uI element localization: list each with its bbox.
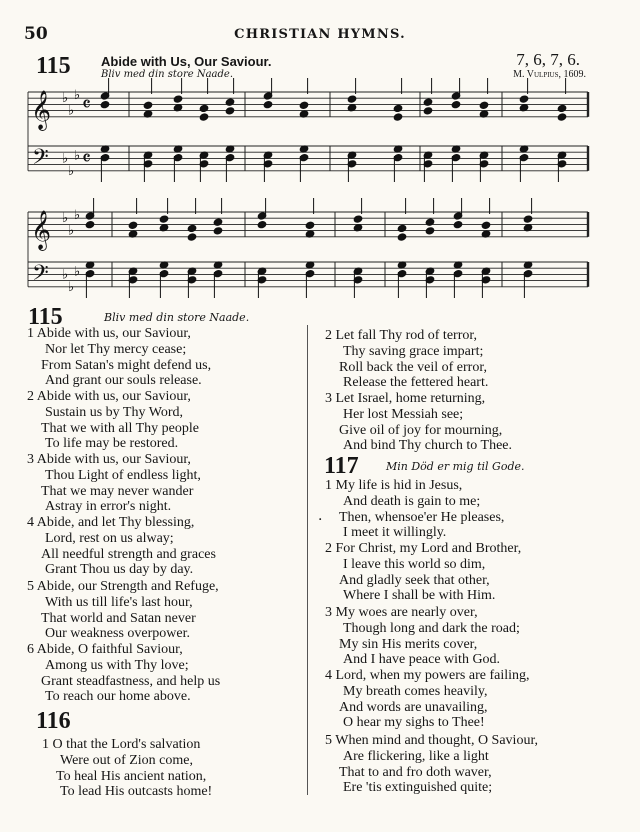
verse-line: That world and Satan never — [41, 610, 196, 626]
hymn117-original-title: Min Död er mig til Gode. — [386, 460, 525, 473]
hymn115-verse-3 — [27, 452, 201, 515]
verse-line: 4 Abide, and let Thy blessing, — [27, 515, 195, 530]
verse-line: 3 My woes are nearly over, — [325, 605, 478, 620]
verse-line: All needful strength and graces — [41, 546, 216, 562]
hymn115-number: 115 — [28, 304, 63, 330]
verse-line: To lead His outcasts home! — [60, 784, 213, 800]
verse-line: Roll back the veil of error, — [339, 359, 487, 375]
tune-meter: 7, 6, 7, 6. — [516, 50, 580, 69]
note-head — [347, 95, 357, 103]
verse-line: Are flickering, like a light — [343, 748, 489, 764]
note-head — [481, 221, 491, 229]
verse-line: 6 Abide, O faithful Saviour, — [27, 642, 183, 657]
verse-line: And I have peace with God. — [343, 652, 501, 668]
note-head — [353, 215, 363, 223]
note-head — [397, 233, 407, 241]
note-head — [425, 227, 435, 235]
note-head — [187, 233, 197, 241]
verse-line: O hear my sighs to Thee! — [343, 715, 485, 731]
note-head — [305, 221, 315, 229]
flat-icon: ♭ — [74, 148, 81, 164]
flat-icon: ♭ — [68, 279, 75, 295]
note-head — [451, 100, 461, 108]
note-head — [225, 107, 235, 115]
verse-line: Were out of Zion come, — [60, 752, 193, 768]
bass-clef-icon: 𝄢 — [32, 145, 49, 175]
note-head — [519, 95, 529, 103]
tune-number: 115 — [36, 53, 71, 79]
hymn115-verse-2 — [27, 389, 199, 452]
hymn116-verse-3 — [325, 391, 512, 454]
verse-line: 1 Abide with us, our Saviour, — [27, 326, 191, 341]
verse-line: Among us with Thy love; — [45, 657, 189, 673]
verse-line: That we may never wander — [41, 483, 194, 499]
verse-line: 4 Lord, when my powers are failing, — [325, 668, 530, 683]
treble-clef-icon: 𝄞 — [31, 210, 52, 250]
verse-line: That to and fro doth waver, — [339, 764, 492, 780]
treble-clef-icon: 𝄞 — [31, 90, 52, 130]
verse-line: Then, whensoe'er He pleases, — [339, 509, 505, 525]
tune-composer: M. Vulpius, 1609. — [513, 69, 586, 80]
note-head — [557, 104, 567, 112]
hymn117-verse-2 — [325, 541, 521, 604]
flat-icon: ♭ — [68, 223, 75, 239]
verse-line: Her lost Messiah see; — [343, 406, 464, 422]
verse-line: Astray in error's night. — [45, 499, 172, 515]
note-head — [299, 101, 309, 109]
flat-icon: ♭ — [62, 151, 69, 167]
note-head — [143, 101, 153, 109]
verse-line: Sustain us by Thy Word, — [45, 404, 183, 420]
verse-line: I leave this world so dim, — [343, 556, 486, 572]
verse-line: Give oil of joy for mourning, — [339, 422, 503, 438]
verse-line: And grant our souls release. — [45, 373, 202, 389]
flat-icon: ♭ — [62, 211, 69, 227]
note-head — [213, 218, 223, 226]
time-signature-icon: 𝄴 — [82, 92, 91, 116]
note-head — [523, 215, 533, 223]
verse-line: Our weakness overpower. — [45, 626, 191, 642]
note-head — [85, 220, 95, 228]
verse-line: 2 Let fall Thy rod of terror, — [325, 328, 477, 343]
verse-line: Release the fettered heart. — [343, 375, 489, 391]
time-signature-icon: 𝄴 — [82, 146, 91, 170]
hymn117-verse-3 — [325, 605, 520, 668]
note-head — [257, 220, 267, 228]
verse-line: 3 Abide with us, our Saviour, — [27, 452, 191, 467]
verse-line: My sin His merits cover, — [339, 636, 478, 652]
hymn116-verse-1 — [42, 737, 212, 800]
note-head — [425, 218, 435, 226]
hymn115-verse-1 — [27, 326, 211, 389]
hymn117-number: 117 — [324, 453, 359, 479]
hymn116-verse-2 — [325, 328, 488, 391]
note-head — [393, 104, 403, 112]
verse-line: Grant Thou us day by day. — [45, 562, 194, 578]
note-head — [173, 95, 183, 103]
column-divider — [307, 325, 308, 795]
verse-line: To life may be restored. — [45, 436, 179, 452]
flat-icon: ♭ — [74, 264, 81, 280]
note-head — [263, 100, 273, 108]
note-head — [423, 98, 433, 106]
verse-line: And gladly seek that other, — [339, 572, 490, 588]
flat-icon: ♭ — [74, 88, 81, 104]
flat-icon: ♭ — [68, 103, 75, 119]
note-head — [159, 215, 169, 223]
hymn115-verse-4 — [27, 515, 216, 578]
page-number: 50 — [24, 24, 48, 44]
verse-line: And death is gain to me; — [343, 493, 481, 509]
hymn117-verse-4 — [325, 668, 530, 731]
verse-line: 5 When mind and thought, O Saviour, — [325, 733, 539, 748]
note-head — [199, 113, 209, 121]
verse-line: 2 For Christ, my Lord and Brother, — [325, 541, 522, 556]
note-head — [213, 227, 223, 235]
stray-dot: · — [318, 512, 323, 528]
verse-line: 2 Abide with us, our Saviour, — [27, 389, 191, 404]
verse-line: From Satan's might defend us, — [41, 357, 212, 373]
note-head — [199, 104, 209, 112]
verse-line: I meet it willingly. — [343, 525, 447, 541]
hymn115-original-title: Bliv med din store Naade. — [104, 311, 250, 324]
verse-line: Though long and dark the road; — [343, 620, 520, 636]
note-head — [397, 224, 407, 232]
verse-line: To reach our home above. — [45, 689, 191, 705]
verse-line: Grant steadfastness, and help us — [41, 673, 221, 689]
verse-line: Nor let Thy mercy cease; — [45, 341, 187, 357]
verse-line: Lord, rest on us alway; — [45, 530, 174, 546]
hymn116-number: 116 — [36, 708, 71, 734]
bass-clef-icon: 𝄢 — [32, 261, 49, 291]
verse-line: Thy saving grace impart; — [343, 343, 484, 359]
note-head — [100, 100, 110, 108]
hymn117-verse-1 — [325, 478, 504, 541]
flat-icon: ♭ — [74, 208, 81, 224]
verse-line: And words are unavailing, — [339, 699, 488, 715]
flat-icon: ♭ — [62, 91, 69, 107]
verse-line: 3 Let Israel, home returning, — [325, 391, 486, 406]
verse-line: 1 My life is hid in Jesus, — [325, 478, 463, 493]
verse-line: 5 Abide, our Strength and Refuge, — [27, 579, 219, 594]
verse-line: Thou Light of endless light, — [45, 467, 201, 483]
hymn115-verse-5 — [27, 579, 219, 642]
note-head — [187, 224, 197, 232]
verse-line: With us till life's last hour, — [45, 594, 193, 610]
note-head — [557, 113, 567, 121]
note-head — [128, 221, 138, 229]
note-head — [393, 113, 403, 121]
verse-line: Ere 'tis extinguished quite; — [343, 780, 493, 796]
hymn115-verse-6 — [27, 642, 220, 705]
flat-icon: ♭ — [68, 163, 75, 179]
verse-line: 1 O that the Lord's salvation — [42, 737, 201, 752]
note-head — [225, 98, 235, 106]
verse-line: Where I shall be with Him. — [343, 588, 496, 604]
music-notation — [0, 0, 640, 320]
verse-line: That we with all Thy people — [41, 420, 199, 436]
note-head — [423, 107, 433, 115]
verse-line: My breath comes heavily, — [343, 683, 488, 699]
hymn117-verse-5 — [325, 733, 538, 796]
note-head — [479, 101, 489, 109]
verse-line: And bind Thy church to Thee. — [343, 438, 513, 454]
tune-subtitle: Bliv med din store Naade. — [101, 69, 233, 80]
running-head: CHRISTIAN HYMNS. — [234, 27, 406, 42]
note-head — [453, 220, 463, 228]
verse-line: To heal His ancient nation, — [56, 768, 207, 784]
flat-icon: ♭ — [62, 267, 69, 283]
tune-title: Abide with Us, Our Saviour. — [101, 54, 272, 69]
